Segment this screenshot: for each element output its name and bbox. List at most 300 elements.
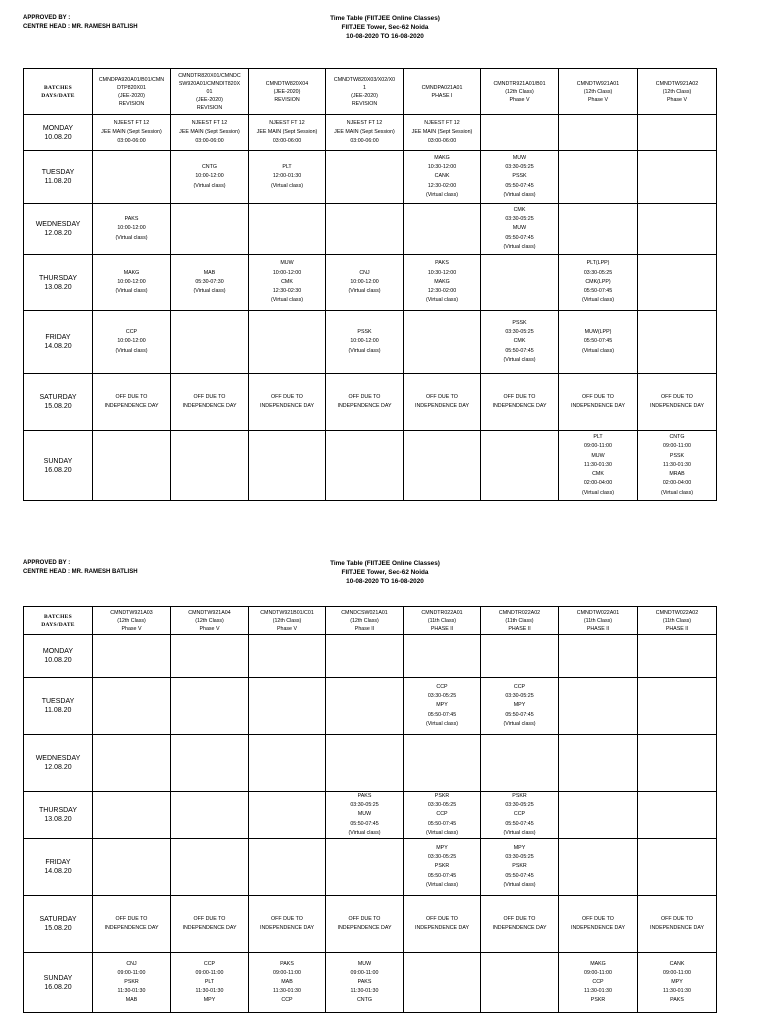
schedule-cell [481,204,559,255]
schedule-entry-line: MPY [203,997,216,1004]
batch-header-line: Phase V [587,96,609,103]
timetable-sheet-2 [0,550,768,1024]
schedule-entry-line: 03:30-05:25 [583,269,613,276]
schedule-entry-line: 10:00-12:00 [117,278,146,285]
batch-header-line: 1 [363,84,366,91]
schedule-entry-line: PSKR [512,793,527,799]
schedule-cell [638,735,717,792]
schedule-entry-line: MAKG [434,278,450,285]
schedule-cell [481,896,559,953]
day-name: TUESDAY [41,169,75,176]
schedule-cell [404,431,481,501]
day-name: TUESDAY [41,698,75,705]
schedule-entry-line: MUW [357,811,372,818]
schedule-entry-line: (Virtual class) [426,881,458,888]
schedule-cell [326,204,404,255]
schedule-cell [249,311,326,374]
schedule-cell [93,151,171,204]
schedule-entry-line: OFF DUE TO [503,393,536,400]
schedule-entry-line: INDEPENDENCE DAY [492,403,547,409]
title-line-2: FIITJEE Tower, Sec-62 Noida [341,569,429,576]
schedule-entry-line: 05:50-07:45 [427,711,457,718]
schedule-entry-line: OFF DUE TO [503,915,536,922]
schedule-entry-line: PLT(LPP) [586,260,610,267]
schedule-entry-line: MUW [512,154,527,161]
schedule-cell [326,311,404,374]
batches-days-header [24,607,93,635]
schedule-cell [171,896,249,953]
schedule-entry-line: (Virtual class) [661,489,693,496]
schedule-cell [326,635,404,678]
schedule-entry-line: PSKR [124,978,139,985]
day-date: 11.08.20 [44,178,72,185]
schedule-entry-line: INDEPENDENCE DAY [492,925,547,932]
schedule-entry-line: PAKS [357,978,372,985]
batch-header-line: CMNDTW921A02 [655,80,699,87]
schedule-entry-line: MAKG [123,269,140,276]
schedule-entry-line: INDEPENDENCE DAY [104,925,159,932]
schedule-entry-line: 11:30-01:30 [350,988,379,995]
schedule-entry-line: (Virtual class) [426,720,458,727]
batch-header-line: PHASE I [431,92,453,99]
schedule-cell [404,255,481,311]
batch-header-line: (12th Class) [350,617,379,624]
schedule-cell [559,839,638,896]
schedule-entry-line: JEE MAIN (Sept Session) [334,128,395,135]
title-line-3: 10-08-2020 TO 16-08-2020 [346,33,424,40]
schedule-cell [249,953,326,1013]
batch-header-line: CMNDCSW021A01 [341,609,388,616]
schedule-cell [171,255,249,311]
schedule-cell [171,431,249,501]
schedule-entry-line: CCP [203,960,216,967]
day-name: WEDNESDAY [35,755,81,762]
approved-by-label: APPROVED BY : [23,15,71,21]
day-date: 13.08.20 [44,283,72,291]
batch-header-line: (12th Class) [272,617,302,624]
schedule-entry-line: JEE MAIN (Sept Session) [179,128,240,135]
schedule-cell [93,374,171,431]
schedule-entry-line: (Virtual class) [348,347,381,354]
schedule-entry-line: CCP [513,811,526,818]
schedule-cell [638,431,717,501]
schedule-cell [249,735,326,792]
schedule-entry-line: 09:00-11:00 [350,969,379,976]
batch-header-line: Phase V [666,96,688,103]
title-line-3: 10-08-2020 TO 16-08-2020 [346,578,424,585]
schedule-cell [171,311,249,374]
batch-header-line: CMNDTW921A01 [576,80,620,87]
batch-header-line: REVISION [351,100,378,107]
schedule-entry-line: (Virtual class) [115,347,148,354]
schedule-cell [171,792,249,839]
batch-header-line: REVISION [118,100,145,107]
schedule-cell [481,678,559,735]
schedule-entry-line: JEE MAIN (Sept Session) [256,128,318,135]
day-cell [24,792,93,839]
schedule-cell [93,311,171,374]
day-row [24,678,717,735]
batch-header-line: PHASE II [508,625,531,632]
schedule-entry-line: INDEPENDENCE DAY [337,925,392,932]
schedule-cell [93,204,171,255]
batch-header [93,607,171,635]
schedule-entry-line: (Virtual class) [582,489,614,496]
schedule-cell [481,311,559,374]
schedule-entry-line: 12:00-01:30 [272,173,302,180]
day-cell [24,735,93,792]
batch-header-line: (JEE-2020) [273,88,301,95]
schedule-cell [404,635,481,678]
schedule-cell [404,115,481,151]
schedule-entry-line: 11:30-01:30 [117,988,146,995]
day-row [24,635,717,678]
schedule-entry-line: CMK [281,278,293,285]
day-cell [24,839,93,896]
schedule-entry-line: (Virtual class) [115,288,148,295]
schedule-entry-line: OFF DUE TO [271,915,303,922]
header-row [24,607,717,635]
corner-label: DAYS/DATE [41,621,75,628]
schedule-entry-line: INDEPENDENCE DAY [259,925,315,932]
schedule-entry-line: OFF DUE TO [193,915,226,922]
day-name: FRIDAY [45,334,71,341]
day-cell [24,151,93,204]
batch-header-line: CMNDTW921B01/C01 [260,609,314,616]
day-cell [24,255,93,311]
schedule-entry-line: PAKS [435,260,449,267]
schedule-entry-line: MUW(LPP) [584,329,612,336]
schedule-entry-line: MUW [591,452,605,459]
schedule-entry-line: (Virtual class) [193,288,226,295]
schedule-entry-line: MPY [671,978,683,985]
schedule-cell [638,255,717,311]
schedule-cell [404,374,481,431]
schedule-entry-line: 05:50-07:45 [505,234,534,241]
schedule-entry-line: OFF DUE TO [661,915,693,922]
batch-header [249,69,326,115]
schedule-entry-line: MAB [203,269,216,276]
schedule-entry-line: MAKG [590,960,606,967]
title-line-1: Time Table (FIITJEE Online Classes) [330,560,440,567]
schedule-entry-line: (Virtual class) [426,297,458,304]
schedule-entry-line: 10:30-12:00 [427,164,457,171]
schedule-entry-line: PSSK [512,173,527,180]
schedule-entry-line: 05:50-07:45 [583,288,613,295]
schedule-entry-line: 03:30-05:25 [505,693,534,700]
schedule-cell [481,953,559,1013]
batch-header-line: (JEE-2020) [196,96,223,103]
schedule-cell [481,839,559,896]
schedule-cell [559,953,638,1013]
schedule-cell [326,431,404,501]
schedule-cell [481,431,559,501]
batch-header [638,607,717,635]
batch-header-line: CMNDPA920A01/B01/CMN [98,76,165,83]
batch-header-line: (JEE-2020) [351,92,378,99]
schedule-entry-line: CANK [669,960,685,967]
day-cell [24,678,93,735]
schedule-cell [559,431,638,501]
day-name: SUNDAY [43,457,73,465]
day-row [24,735,717,792]
schedule-entry-line: CCP [592,978,604,985]
schedule-entry-line: CNTG [669,434,685,441]
schedule-entry-line: 03:30-05:25 [505,802,534,809]
schedule-entry-line: 03:30-05:25 [505,164,534,171]
schedule-cell [559,151,638,204]
schedule-cell [481,374,559,431]
schedule-entry-line: PSKR [590,997,606,1004]
day-date: 16.08.20 [44,983,72,991]
day-name: THURSDAY [39,274,77,282]
schedule-entry-line: 11:30-01:30 [584,461,612,468]
schedule-entry-line: NJEEST FT 12 [191,119,228,126]
schedule-entry-line: 11:30-01:30 [663,988,691,995]
batch-header-line: Phase V [121,625,142,632]
day-date: 11.08.20 [44,707,72,714]
batch-header [326,69,404,115]
schedule-entry-line: 05:50-07:45 [505,820,534,827]
schedule-cell [326,115,404,151]
batch-header-line: CMNDTW022A01 [576,609,620,616]
schedule-entry-line: 05:50-07:45 [427,820,457,827]
schedule-entry-line: 11:30-01:30 [663,461,691,468]
schedule-cell [559,735,638,792]
schedule-cell [171,678,249,735]
schedule-entry-line: (Virtual class) [503,356,536,363]
schedule-entry-line: PSKR [512,863,527,870]
batch-header-line: (11th Class) [583,617,613,624]
schedule-entry-line: NJEEST FT 12 [269,119,305,126]
batch-header [481,69,559,115]
schedule-entry-line: 05:50-07:45 [427,872,457,879]
schedule-entry-line: (Virtual class) [503,829,536,836]
schedule-entry-line: INDEPENDENCE DAY [259,403,315,409]
schedule-entry-line: 10:30-12:00 [427,269,457,276]
schedule-cell [93,635,171,678]
schedule-entry-line: 05:50-07:45 [350,820,379,827]
schedule-entry-line: MUW [280,260,294,267]
title-block [300,14,470,41]
schedule-entry-line: CNJ [359,269,370,276]
schedule-cell [404,792,481,839]
batch-header-line: Phase V [509,96,530,103]
schedule-cell [93,953,171,1013]
schedule-entry-line: 05:50-07:45 [505,182,534,189]
title-block [300,559,470,586]
schedule-entry-line: (Virtual class) [271,182,303,189]
schedule-cell [559,896,638,953]
schedule-entry-line: INDEPENDENCE DAY [414,403,470,409]
schedule-entry-line: PSKR [434,793,450,799]
schedule-entry-line: OFF DUE TO [426,915,458,922]
schedule-entry-line: MAB [281,978,293,985]
schedule-cell [404,678,481,735]
batch-header [638,69,717,115]
approval-block [23,14,138,32]
day-name: MONDAY [42,648,74,655]
schedule-entry-line: OFF DUE TO [348,915,381,922]
schedule-entry-line: (Virtual class) [115,234,148,241]
batch-header-line: (11th Class) [662,617,692,624]
batch-header-line: PHASE II [430,625,454,632]
day-row [24,204,717,255]
schedule-entry-line: 03:30-05:25 [427,693,457,700]
schedule-entry-line: CMK [592,471,604,478]
schedule-cell [404,204,481,255]
schedule-entry-line: MPY [436,702,448,709]
schedule-entry-line: NJEEST FT 12 [424,119,460,126]
schedule-cell [481,735,559,792]
schedule-cell [559,678,638,735]
schedule-entry-line: (Virtual class) [503,191,536,198]
day-cell [24,953,93,1013]
schedule-entry-line: 09:00-11:00 [584,969,612,976]
schedule-entry-line: MPY [513,702,526,709]
schedule-entry-line: 03:30-05:25 [505,216,534,223]
schedule-entry-line: OFF DUE TO [271,393,303,400]
schedule-entry-line: (Virtual class) [348,829,381,836]
batch-header-line: CMNDTR022A02 [498,609,541,616]
approved-by-label: APPROVED BY : [23,560,71,566]
title-line-1: Time Table (FIITJEE Online Classes) [330,15,440,22]
schedule-entry-line: (Virtual class) [503,881,536,888]
schedule-entry-line: CNTG [201,164,217,171]
schedule-cell [249,896,326,953]
schedule-cell [638,678,717,735]
centre-head-label: CENTRE HEAD : MR. RAMESH BATLISH [23,569,138,575]
schedule-entry-line: MRAB [669,471,685,478]
day-row [24,374,717,431]
schedule-entry-line: PAKS [670,997,684,1004]
schedule-cell [93,792,171,839]
schedule-entry-line: MUW [512,225,527,232]
schedule-entry-line: PSKR [434,863,450,870]
schedule-entry-line: PSSK [357,329,372,336]
schedule-entry-line: 09:00-11:00 [663,443,691,450]
schedule-entry-line: 05:50-07:45 [505,711,534,718]
schedule-cell [559,792,638,839]
day-row [24,431,717,501]
schedule-entry-line: CNTG [356,997,372,1004]
day-date: 10.08.20 [44,133,72,141]
schedule-cell [249,374,326,431]
schedule-cell [171,839,249,896]
schedule-entry-line: NJEEST FT 12 [346,119,383,126]
schedule-cell [326,896,404,953]
schedule-entry-line: 05:30-07:30 [195,278,224,285]
schedule-cell [638,839,717,896]
schedule-cell [326,374,404,431]
schedule-cell [559,311,638,374]
schedule-entry-line: 03:00-06:00 [427,138,457,145]
schedule-entry-line: INDEPENDENCE DAY [104,403,159,409]
schedule-entry-line: OFF DUE TO [661,393,693,400]
day-date: 12.08.20 [44,230,72,237]
schedule-cell [249,151,326,204]
schedule-entry-line: (Virtual class) [271,297,303,304]
batch-header-line: CMNDTW820X04 [265,80,309,87]
schedule-entry-line: MPY [513,845,526,851]
day-row [24,953,717,1013]
timetable-1 [23,68,717,501]
day-cell [24,431,93,501]
schedule-entry-line: OFF DUE TO [193,393,226,400]
schedule-entry-line: (Virtual class) [582,347,614,354]
schedule-entry-line: OFF DUE TO [582,915,614,922]
schedule-entry-line: 11:30-01:30 [273,988,301,995]
schedule-cell [404,311,481,374]
schedule-entry-line: OFF DUE TO [348,393,381,400]
schedule-cell [326,678,404,735]
schedule-entry-line: INDEPENDENCE DAY [414,925,470,932]
schedule-cell [171,374,249,431]
schedule-entry-line: CMK [513,206,526,213]
schedule-entry-line: 03:00-06:00 [350,138,379,145]
schedule-cell [93,896,171,953]
schedule-entry-line: CCP [281,997,293,1004]
day-date: 14.08.20 [44,343,72,350]
schedule-entry-line: PAKS [124,216,139,223]
schedule-entry-line: CMK(LPP) [585,278,611,285]
centre-head-label: CENTRE HEAD : MR. RAMESH BATLISH [23,24,138,30]
schedule-entry-line: MPY [436,845,448,851]
schedule-cell [481,792,559,839]
schedule-entry-line: 03:00-06:00 [195,138,224,145]
schedule-entry-line: MAB [125,997,138,1004]
batch-header-line: CMNDTR921A01/B01 [493,80,546,87]
schedule-cell [326,792,404,839]
batch-header [404,607,481,635]
corner-label: BATCHES [44,84,72,91]
corner-label: BATCHES [44,613,72,620]
day-date: 15.08.20 [44,925,72,933]
batch-header-line: Phase II [354,625,375,632]
schedule-entry-line: 09:00-11:00 [117,969,146,976]
schedule-cell [638,953,717,1013]
day-name: SATURDAY [39,394,77,401]
schedule-entry-line: CMK [513,338,526,345]
schedule-entry-line: 02:00-04:00 [662,480,692,487]
schedule-entry-line: 09:00-11:00 [663,969,691,976]
schedule-entry-line: 10:00-12:00 [195,173,224,180]
schedule-entry-line: 03:30-05:25 [350,802,379,809]
schedule-entry-line: PLT [204,978,215,985]
schedule-entry-line: CCP [436,811,448,818]
schedule-cell [638,311,717,374]
approval-block [23,559,138,577]
batch-header-line: 01 [206,88,213,95]
schedule-cell [171,151,249,204]
schedule-cell [404,953,481,1013]
schedule-entry-line: INDEPENDENCE DAY [649,403,705,409]
schedule-entry-line: 05:50-07:45 [583,338,613,345]
schedule-cell [171,953,249,1013]
schedule-cell [249,635,326,678]
day-name: FRIDAY [45,859,71,867]
schedule-entry-line: 02:00-04:00 [583,480,613,487]
batch-header [171,607,249,635]
schedule-cell [559,374,638,431]
schedule-entry-line: (Virtual class) [348,288,381,295]
day-row [24,896,717,953]
batches-days-header [24,69,93,115]
batch-header [93,69,171,115]
schedule-entry-line: 03:30-05:25 [427,802,457,809]
batch-header-line: (12th Class) [505,88,534,95]
schedule-entry-line: OFF DUE TO [115,915,148,922]
